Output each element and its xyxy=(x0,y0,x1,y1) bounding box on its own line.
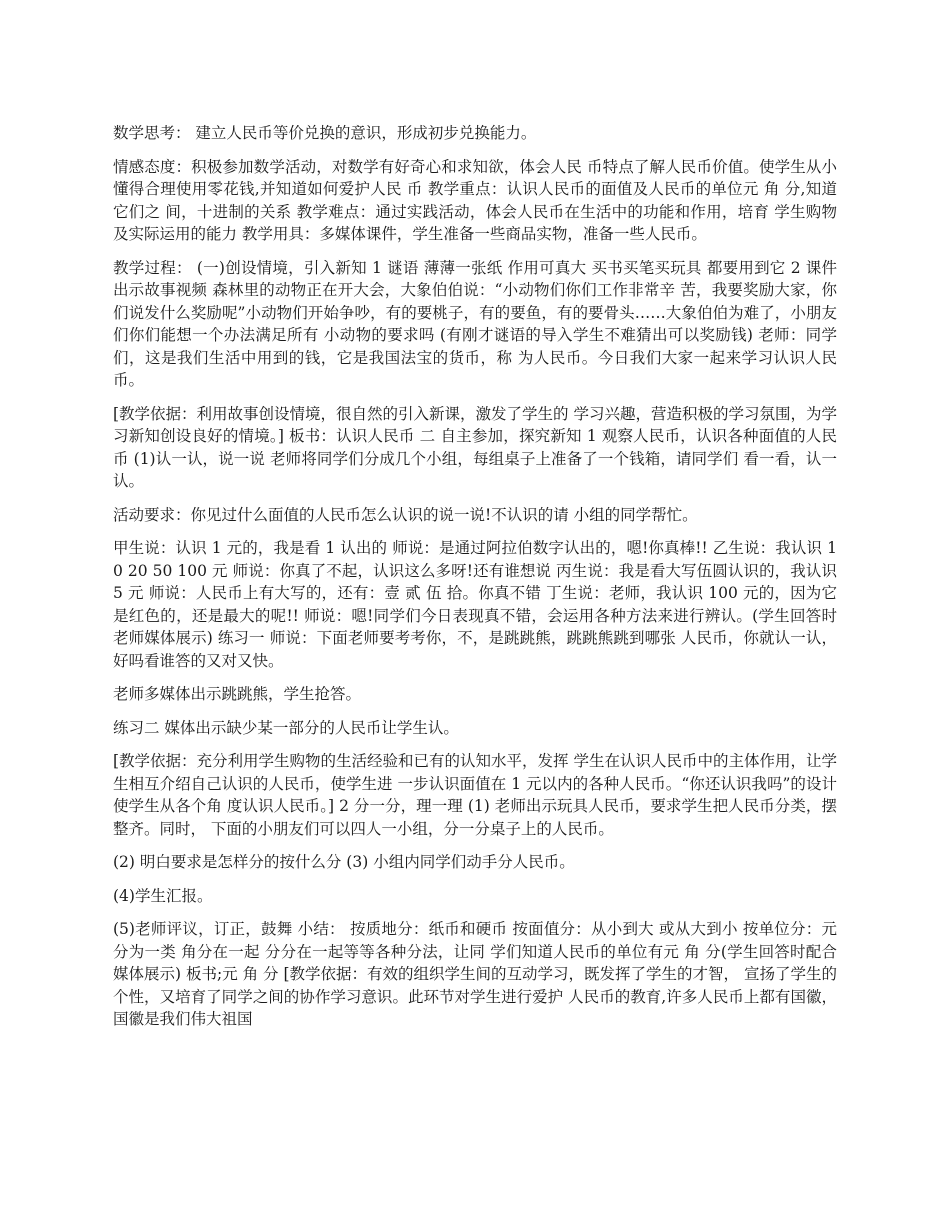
paragraph-student-dialogue: 甲生说：认识 1 元的，我是看 1 认出的 师说：是通过阿拉伯数字认出的，嗯!你真棒!! 乙生说：我认识 10 20 50 100 元 师说：你真了不起，认识这么多呀!还有谁想说 丙生说：我是看大写伍圆认识的，我认识 5 元 师说：人民币上有大写的，还有：壹 贰 伍 拾。你真不错 丁生说：老师，我认识 100 元的，因为它是红色的，还是最大的呢!! 师说：嗯!同学们今日表现真不错，会运用各种方法来进行辨认。(学生回答时老师媒体展示) 练习一 师说：下面老师要考考你，不，是跳跳熊，跳跳熊跳到哪张 人民币，你就认一认，好吗看谁答的又对又快。 xyxy=(113,539,837,670)
paragraph-math-thinking: 数学思考： 建立人民币等价兑换的意识，形成初步兑换能力。 xyxy=(113,124,537,142)
paragraph-teaching-basis-2: [教学依据：充分利用学生购物的生活经验和已有的认知水平，发挥 学生在认识人民币中的主体作用，让学生相互介绍自己认识的人民币，使学生进 一步认识面值在 1 元以内的各种人民币。“你还认识我吗”的设计使学生从各个角 度认识人民币。] 2 分一分，理一理 (1) 老师出示玩具人民币，要求学生把人民币分类，摆整齐。同时， 下面的小朋友们可以四人一小组，分一分桌子上的人民币。 xyxy=(113,752,837,838)
paragraph-activity-requirements: 活动要求：你见过什么面值的人民币怎么认识的说一说!不认识的请 小组的同学帮忙。 xyxy=(113,505,698,524)
paragraph-step-5: (5)老师评议，订正，鼓舞 小结： 按质地分：纸币和硬币 按面值分：从小到大 或从大到小 按单位分：元分为一类 角分在一起 分分在一起等等各种分法，让同 学们知道人民币的单位有元 角 分(学生回答时配合媒体展示) 板书;元 角 分 [教学依据：有效的组织学生间的互动学习，既发挥了学生的才智， 宣扬了学生的个性，又培育了同学之间的协作学习意识。此环节对学生进行爱护 人民币的教育,许多人民币上都有国徽，国徽是我们伟大祖国 xyxy=(113,920,837,1028)
paragraph-emotional-attitude: 情感态度：积极参加数学活动，对数学有好奇心和求知欲，体会人民 币特点了解人民币价值。使学生从小懂得合理使用零花钱,并知道如何爱护人民 币 教学重点：认识人民币的面值及人民币的单位元 角 分,知道它们之 间，十进制的关系 教学难点：通过实践活动，体会人民币在生活中的功能和作用，培育 学生购物及实际运用的能力 教学用具：多媒体课件，学生准备一些商品实物，准备一些人民币。 xyxy=(113,157,837,243)
paragraph-step-4: (4)学生汇报。 xyxy=(113,886,213,905)
document-body xyxy=(113,122,837,1042)
paragraph-step-2-3: (2) 明白要求是怎样分的按什么分 (3) 小组内同学们动手分人民币。 xyxy=(113,853,575,871)
paragraph-teaching-process: 教学过程： (一)创设情境，引入新知 1 谜语 薄薄一张纸 作用可真大 买书买笔买玩具 都要用到它 2 课件出示故事视频 森林里的动物正在开大会，大象伯伯说：“小动物们你们工作非常辛 苦，我要奖励大家，你们说发什么奖励呢”小动物们开始争吵，有的要桃子，有的要鱼，有的要骨头……大象伯伯为难了，小朋友们你们能想一个办法满足所有 小动物的要求吗 (有刚才谜语的导入学生不难猜出可以奖励钱) 老师：同学们，这是我们生活中用到的钱，它是我国法宝的货币，称 为人民币。今日我们大家一起来学习认识人民币。 xyxy=(113,258,837,389)
paragraph-teaching-basis-1: [教学依据：利用故事创设情境，很自然的引入新课，激发了学生的 学习兴趣，营造积极的学习氛围，为学习新知创设良好的情境。] 板书：认识人民币 二 自主参加，探究新知 1 观察人民币，认识各种面值的人民币 (1)认一认，说一说 老师将同学们分成几个小组，每组桌子上准备了一个钱箱，请同学们 看一看，认一认。 xyxy=(113,404,837,490)
paragraph-exercise-two: 练习二 媒体出示缺少某一部分的人民币让学生认。 xyxy=(113,718,459,737)
paragraph-media-bear: 老师多媒体出示跳跳熊，学生抢答。 xyxy=(113,685,362,703)
